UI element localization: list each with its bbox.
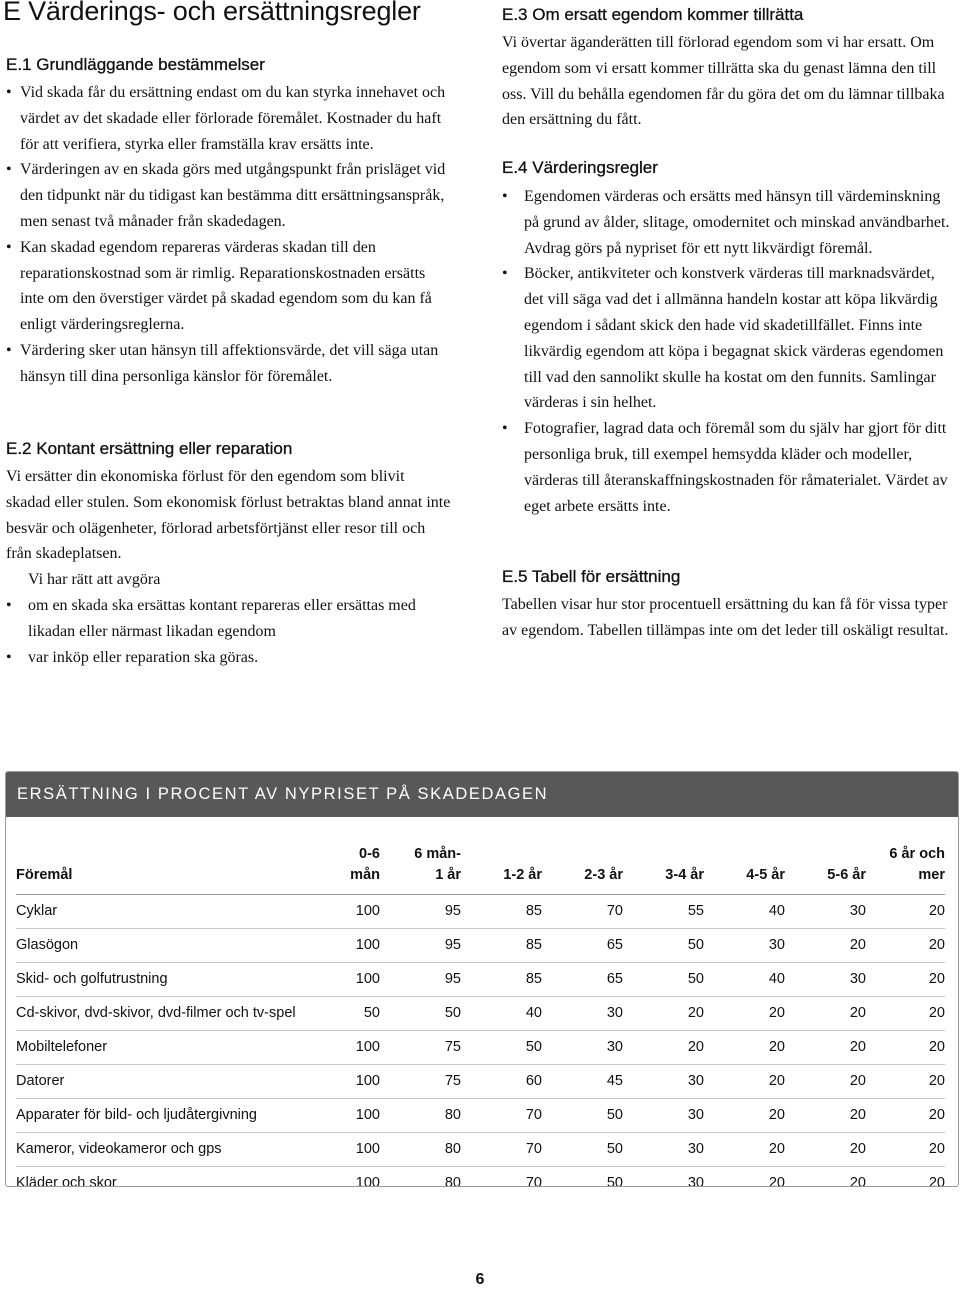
item-name-cell: Kameror, videokameror och gps <box>16 1133 316 1167</box>
percent-cell: 20 <box>785 1133 866 1167</box>
percent-cell: 70 <box>542 895 623 929</box>
percent-cell: 30 <box>623 1099 704 1133</box>
percent-cell: 20 <box>704 1133 785 1167</box>
percent-cell: 80 <box>444 1175 461 1187</box>
percent-cell: 100 <box>316 1031 380 1065</box>
column-header-line2: 3-4 år <box>665 867 704 883</box>
percent-cell: 20 <box>704 1099 785 1133</box>
e4-bullet-list <box>502 184 956 519</box>
e2-bullet-list <box>6 593 452 670</box>
item-name-cell: Cd-skivor, dvd-skivor, dvd-filmer och tv-spel <box>16 997 316 1031</box>
percent-cell: 30 <box>704 929 785 963</box>
list-item: • om en skada ska ersättas kontant repareras eller ersättas med likadan eller närmast likadan egendom <box>6 593 452 645</box>
table-row <box>16 1167 945 1188</box>
table-header-row <box>16 832 945 895</box>
column-header <box>380 832 461 895</box>
percent-cell: 20 <box>768 1175 785 1187</box>
section-heading-e1: E.1 Grundläggande bestämmelser <box>6 55 265 74</box>
column-header <box>704 832 785 895</box>
percent-cell: 75 <box>380 1031 461 1065</box>
section-heading-e4: E.4 Värderingsregler <box>502 158 658 177</box>
column-header-line1 <box>461 844 542 865</box>
section-heading-e2: E.2 Kontant ersättning eller reparation <box>6 439 293 458</box>
list-item: • Värdering sker utan hänsyn till affektionsvärde, det vill säga utan hänsyn till dina personliga känslor för föremålet. <box>6 338 452 390</box>
percent-cell: 65 <box>542 929 623 963</box>
percent-cell: 20 <box>866 895 945 929</box>
percent-cell: 20 <box>785 997 866 1031</box>
percent-cell: 20 <box>866 1065 945 1099</box>
section-heading-e3: E.3 Om ersatt egendom kommer tillrätta <box>502 5 804 24</box>
table-row <box>16 1065 945 1099</box>
e3-paragraph: Vi övertar äganderätten till förlorad egendom som vi har ersatt. Om egendom som vi ersatt kommer tillrätta ska du genast lämna den till oss. Vill du behålla egendomen får du göra det om du lämnar tillbaka den ersättning du fått. <box>502 34 945 129</box>
list-item: • Fotografier, lagrad data och föremål som du själv har gjort för ditt personliga bruk, till exempel hemsydda kläder och modeller, värderas till återanskaffningskostnaden för råmaterialet. Värdet av eget arbete ersätts inte. <box>502 416 956 519</box>
table-body <box>16 895 945 1188</box>
percent-cell: 30 <box>785 963 866 997</box>
percent-cell: 20 <box>704 1031 785 1065</box>
percent-cell: 70 <box>461 1099 542 1133</box>
table-row <box>16 963 945 997</box>
list-item: • Egendomen värderas och ersätts med hänsyn till värdeminskning på grund av ålder, slitage, omodernitet och minskad användbarhet. Avdrag görs på nypriset för ett nytt likvärdigt föremål. <box>502 184 956 261</box>
percent-cell: 20 <box>785 1031 866 1065</box>
percent-cell: 20 <box>866 1099 945 1133</box>
column-header-line2: 1 år <box>435 867 461 883</box>
percent-cell: 50 <box>461 1031 542 1065</box>
percent-cell: 40 <box>704 895 785 929</box>
percent-cell: 100 <box>316 895 380 929</box>
compensation-table <box>16 832 945 1187</box>
item-name-cell: Glasögon <box>16 929 316 963</box>
column-header <box>16 832 316 895</box>
list-item: • var inköp eller reparation ska göras. <box>6 645 452 671</box>
percent-cell: 20 <box>866 1031 945 1065</box>
percent-cell: 95 <box>380 963 461 997</box>
percent-cell: 20 <box>704 997 785 1031</box>
percent-cell: 75 <box>380 1065 461 1099</box>
percent-cell: 50 <box>623 963 704 997</box>
column-header-line2: mer <box>918 867 945 883</box>
percent-cell: 70 <box>525 1175 542 1187</box>
list-item: • Vid skada får du ersättning endast om du kan styrka innehavet och värdet av det skadade eller förlorade föremålet. Kostnader du haft för att verifiera, styrka eller framställa krav ersätts inte. <box>6 80 452 157</box>
percent-cell: 20 <box>785 1099 866 1133</box>
percent-cell: 85 <box>461 963 542 997</box>
percent-cell: 100 <box>316 1133 380 1167</box>
column-header <box>785 832 866 895</box>
percent-cell: 20 <box>866 963 945 997</box>
e5-paragraph: Tabellen visar hur stor procentuell ersättning du kan få för vissa typer av egendom. Tabellen tillämpas inte om det leder till oskäligt resultat. <box>502 596 949 639</box>
percent-cell: 95 <box>380 895 461 929</box>
page-title: E Värderings- och ersättningsregler <box>3 0 421 26</box>
item-name-cell: Datorer <box>16 1065 316 1099</box>
percent-cell: 20 <box>623 997 704 1031</box>
percent-cell: 100 <box>316 929 380 963</box>
column-header-line1 <box>704 844 785 865</box>
column-header <box>461 832 542 895</box>
item-name-cell: Cyklar <box>16 895 316 929</box>
list-item: • Böcker, antikviteter och konstverk värderas till marknadsvärdet, det vill säga vad det i allmänna handeln kostar att köpa likvärdig egendom i sådant skick den hade vid skadetillfället. Finns inte likvärdig egendom att köpa i begagnat skick värderas egendomen till vad den sannolikt skulle ha kostat om den funnits. Samlingar värderas i sin helhet. <box>502 261 956 416</box>
column-header-line2: 2-3 år <box>584 867 623 883</box>
e2-subparagraph: Vi har rätt att avgöra <box>28 571 161 588</box>
column-header <box>542 832 623 895</box>
column-header <box>623 832 704 895</box>
percent-cell: 20 <box>866 1133 945 1167</box>
percent-cell: 80 <box>380 1133 461 1167</box>
percent-cell: 80 <box>380 1099 461 1133</box>
percent-cell: 65 <box>542 963 623 997</box>
percent-cell: 20 <box>849 1175 866 1187</box>
item-name-cell: Mobiltelefoner <box>16 1031 316 1065</box>
column-header-line1: 6 mån- <box>414 846 461 862</box>
column-header <box>316 832 380 895</box>
percent-cell: 50 <box>542 1133 623 1167</box>
percent-cell: 100 <box>316 1065 380 1099</box>
column-header-line1 <box>623 844 704 865</box>
percent-cell: 40 <box>704 963 785 997</box>
column-header-line2: Föremål <box>16 867 73 883</box>
percent-cell: 20 <box>785 1065 866 1099</box>
column-header-line2: 5-6 år <box>827 867 866 883</box>
percent-cell: 50 <box>316 997 380 1031</box>
table-header: ERSÄTTNING I PROCENT AV NYPRISET PÅ SKADEDAGEN <box>6 772 958 817</box>
percent-cell: 30 <box>623 1065 704 1099</box>
e1-bullet-list <box>6 80 452 390</box>
percent-cell: 60 <box>461 1065 542 1099</box>
table-row <box>16 1133 945 1167</box>
column-header-line1: 0-6 <box>359 846 380 862</box>
column-header-line1 <box>16 844 316 865</box>
percent-cell: 100 <box>355 1175 380 1187</box>
section-heading-e5: E.5 Tabell för ersättning <box>502 567 681 586</box>
item-name-cell: Kläder och skor <box>16 1175 117 1187</box>
percent-cell: 20 <box>785 929 866 963</box>
percent-cell: 30 <box>785 895 866 929</box>
percent-cell: 50 <box>380 997 461 1031</box>
list-item: • Värderingen av en skada görs med utgångspunkt från prisläget vid den tidpunkt när du tidigast kan bestämma ditt ersättningsanspråk, men senast två månader från skadedagen. <box>6 157 452 234</box>
percent-cell: 70 <box>461 1133 542 1167</box>
percent-cell: 30 <box>542 997 623 1031</box>
percent-cell: 55 <box>623 895 704 929</box>
column-header-line2: 4-5 år <box>746 867 785 883</box>
item-name-cell: Apparater för bild- och ljudåtergivning <box>16 1099 316 1133</box>
percent-cell: 20 <box>928 1175 945 1187</box>
percent-cell: 30 <box>542 1031 623 1065</box>
percent-cell: 30 <box>687 1175 704 1187</box>
page-number: 6 <box>475 1271 485 1288</box>
percent-cell: 45 <box>542 1065 623 1099</box>
column-header-line1 <box>785 844 866 865</box>
column-header-line1: 6 år och <box>889 846 945 862</box>
list-item: • Kan skadad egendom repareras värderas skadan till den reparationskostnad som är rimlig. Reparationskostnaden ersätts inte om den överstiger värdet på skadad egendom som du kan få enligt värderingsreglerna. <box>6 235 452 338</box>
percent-cell: 20 <box>866 997 945 1031</box>
percent-cell: 100 <box>316 1099 380 1133</box>
table-row <box>16 895 945 929</box>
e2-paragraph: Vi ersätter din ekonomiska förlust för den egendom som blivit skadad eller stulen. Som ekonomisk förlust betraktas bland annat inte besvär och olägenheter, förlorad arbetsförtjänst eller resor till och från skadeplatsen. <box>6 468 451 563</box>
percent-cell: 20 <box>866 929 945 963</box>
table-row <box>16 997 945 1031</box>
column-header-line2: mån <box>350 867 380 883</box>
percent-cell: 85 <box>461 929 542 963</box>
table-row <box>16 929 945 963</box>
table-row <box>16 1031 945 1065</box>
percent-cell: 50 <box>623 929 704 963</box>
percent-cell: 50 <box>542 1099 623 1133</box>
percent-cell: 20 <box>623 1031 704 1065</box>
percent-cell: 100 <box>316 963 380 997</box>
item-name-cell: Skid- och golfutrustning <box>16 963 316 997</box>
table-row <box>16 1099 945 1133</box>
column-header-line1 <box>542 844 623 865</box>
percent-cell: 50 <box>606 1175 623 1187</box>
percent-cell: 95 <box>380 929 461 963</box>
compensation-table-panel <box>5 771 959 1187</box>
percent-cell: 30 <box>623 1133 704 1167</box>
column-header <box>866 832 945 895</box>
percent-cell: 85 <box>461 895 542 929</box>
percent-cell: 40 <box>461 997 542 1031</box>
percent-cell: 20 <box>704 1065 785 1099</box>
column-header-line2: 1-2 år <box>503 867 542 883</box>
